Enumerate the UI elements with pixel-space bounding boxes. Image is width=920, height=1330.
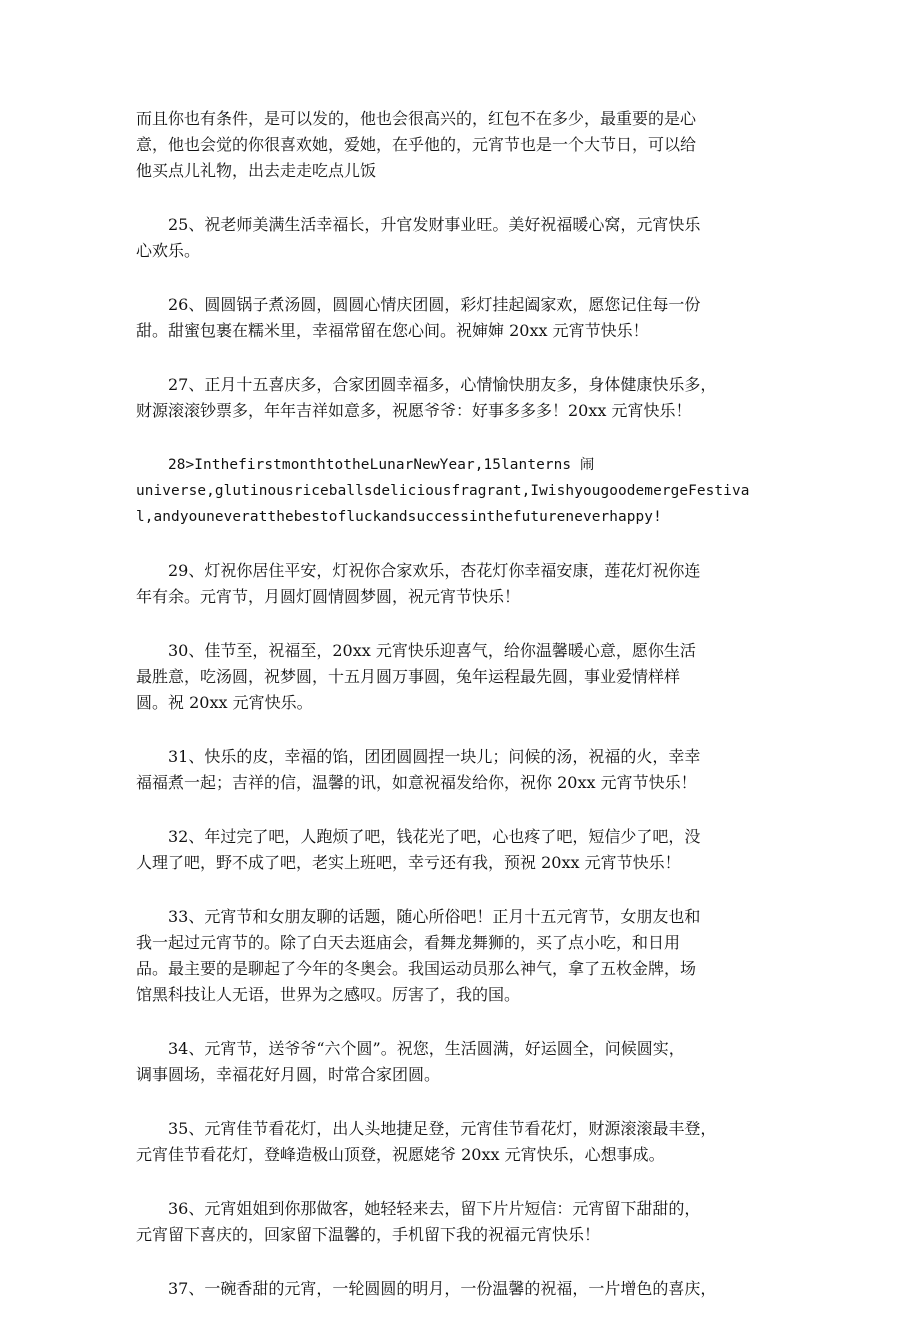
text-line: 调事圆场，幸福花好月圆，时常合家团圆。 — [136, 1065, 441, 1084]
text-line: 元宵佳节看花灯，登峰造极山顶登，祝愿姥爷 20xx 元宵快乐，心想事成。 — [136, 1145, 665, 1164]
text-line: 27、正月十五喜庆多，合家团圆幸福多，心情愉快朋友多，身体健康快乐多， — [168, 375, 717, 394]
text-line: 心欢乐。 — [136, 241, 201, 260]
text-line: 人理了吧，野不成了吧，老实上班吧，幸亏还有我，预祝 20xx 元宵节快乐！ — [136, 853, 681, 872]
paragraph-32 — [136, 824, 792, 876]
text-line: 馆黑科技让人无语，世界为之感叹。厉害了，我的国。 — [136, 985, 521, 1004]
text-line: 31、快乐的皮，幸福的馅，团团圆圆捏一块儿；问候的汤，祝福的火，幸幸 — [168, 747, 701, 766]
text-line: 33、元宵节和女朋友聊的话题，随心所俗吧！正月十五元宵节，女朋友也和 — [168, 907, 701, 926]
paragraph-34 — [136, 1036, 792, 1088]
text-line: 最胜意，吃汤圆，祝梦圆，十五月圆万事圆，兔年运程最先圆，事业爱情样样 — [136, 667, 681, 686]
paragraph-28 — [136, 452, 792, 530]
paragraph-intro — [136, 106, 792, 184]
text-line: 意，他也会觉的你很喜欢她，爱她，在乎他的，元宵节也是一个大节日，可以给 — [136, 135, 697, 154]
text-line: 福福煮一起；吉祥的信，温馨的讯，如意祝福发给你，祝你 20xx 元宵节快乐！ — [136, 773, 697, 792]
text-line: 35、元宵佳节看花灯，出人头地捷足登，元宵佳节看花灯，财源滚滚最丰登， — [168, 1119, 717, 1138]
text-line: 他买点儿礼物，出去走走吃点儿饭 — [136, 161, 377, 180]
text-line: 甜。甜蜜包裹在糯米里，幸福常留在您心间。祝婶婶 20xx 元宵节快乐！ — [136, 321, 649, 340]
text-line: 而且你也有条件，是可以发的，他也会很高兴的，红包不在多少，最重要的是心 — [136, 109, 697, 128]
text-line: 36、元宵姐姐到你那做客，她轻轻来去，留下片片短信：元宵留下甜甜的， — [168, 1199, 701, 1218]
paragraph-31 — [136, 744, 792, 796]
text-line: l,andyouneveratthebestofluckandsuccessinthefutureneverhappy! — [136, 509, 662, 525]
text-line: 元宵留下喜庆的，回家留下温馨的，手机留下我的祝福元宵快乐！ — [136, 1225, 601, 1244]
text-line: 财源滚滚钞票多，年年吉祥如意多，祝愿爷爷：好事多多多！20xx 元宵快乐！ — [136, 401, 692, 420]
text-line: 29、灯祝你居住平安，灯祝你合家欢乐，杏花灯你幸福安康，莲花灯祝你连 — [168, 561, 701, 580]
text-line: 26、圆圆锅子煮汤圆，圆圆心情庆团圆，彩灯挂起阖家欢，愿您记住每一份 — [168, 295, 701, 314]
text-line: 30、佳节至，祝福至，20xx 元宵快乐迎喜气，给你温馨暖心意，愿你生活 — [168, 641, 696, 660]
paragraph-33 — [136, 904, 792, 1008]
paragraph-26 — [136, 292, 792, 344]
text-line: 34、元宵节，送爷爷“六个圆”。祝您，生活圆满，好运圆全，问候圆实， — [168, 1039, 685, 1058]
paragraph-30 — [136, 638, 792, 716]
paragraph-36 — [136, 1196, 792, 1248]
text-line: universe,glutinousriceballsdeliciousfragrant,IwishyougoodemergeFestiva — [136, 483, 750, 499]
text-line: 28>InthefirstmonthtotheLunarNewYear,15lanterns 闹 — [168, 457, 595, 473]
document-body — [136, 106, 792, 1330]
text-line: 我一起过元宵节的。除了白天去逛庙会，看舞龙舞狮的，买了点小吃，和日用 — [136, 933, 681, 952]
text-line: 32、年过完了吧，人跑烦了吧，钱花光了吧，心也疼了吧，短信少了吧，没 — [168, 827, 701, 846]
text-line: 25、祝老师美满生活幸福长，升官发财事业旺。美好祝福暖心窝，元宵快乐 — [168, 215, 701, 234]
text-line: 圆。祝 20xx 元宵快乐。 — [136, 693, 313, 712]
paragraph-25 — [136, 212, 792, 264]
text-line: 年有余。元宵节，月圆灯圆情圆梦圆，祝元宵节快乐！ — [136, 587, 521, 606]
text-line: 37、一碗香甜的元宵，一轮圆圆的明月，一份温馨的祝福，一片增色的喜庆， — [168, 1279, 717, 1298]
paragraph-29 — [136, 558, 792, 610]
paragraph-27 — [136, 372, 792, 424]
paragraph-35 — [136, 1116, 792, 1168]
text-line: 品。最主要的是聊起了今年的冬奥会。我国运动员那么神气，拿了五枚金牌，场 — [136, 959, 697, 978]
paragraph-37 — [136, 1276, 792, 1302]
